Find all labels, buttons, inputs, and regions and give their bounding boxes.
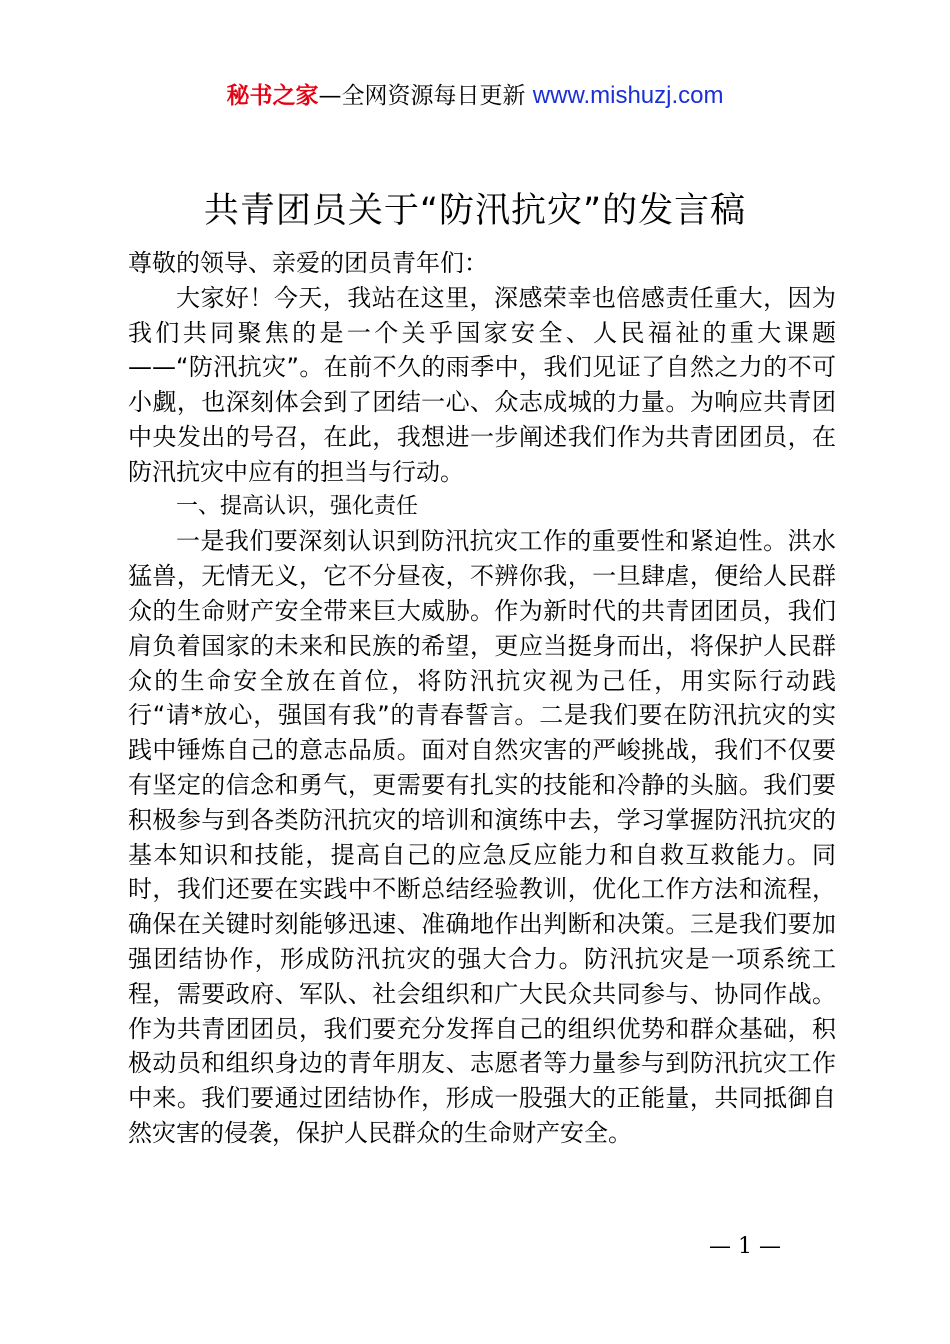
paragraph-intro: 大家好！今天，我站在这里，深感荣幸也倍感责任重大，因为我们共同聚焦的是一个关乎国家安全、人民福祉的重大课题——“防汛抗灾”。在前不久的雨季中，我们见证了自然之力的不可小觑，也深刻体会到了团结一心、众志成城的力量。为响应共青团中央发出的号召，在此，我想进一步阐述我们作为共青团团员，在防汛抗灾中应有的担当与行动。 [128,283,836,486]
document-body [128,246,836,1151]
document-title: 共青团员关于“防汛抗灾”的发言稿 [203,191,747,231]
paragraph-main: 一是我们要深刻认识到防汛抗灾工作的重要性和紧迫性。洪水猛兽，无情无义，它不分昼夜，不辨你我，一旦肆虐，便给人民群众的生命财产安全带来巨大威胁。作为新时代的共青团团员，我们肩负着国家的未来和民族的希望，更应当挺身而出，将保护人民群众的生命安全放在首位，将防汛抗灾视为己任，用实际行动践行“请*放心，强国有我”的青春誓言。二是我们要在防汛抗灾的实践中锤炼自己的意志品质。面对自然灾害的严峻挑战，我们不仅要有坚定的信念和勇气，更需要有扎实的技能和冷静的头脑。我们要积极参与到各类防汛抗灾的培训和演练中去，学习掌握防汛抗灾的基本知识和技能，提高自己的应急反应能力和自救互救能力。同时，我们还要在实践中不断总结经验教训，优化工作方法和流程，确保在关键时刻能够迅速、准确地作出判断和决策。三是我们要加强团结协作，形成防汛抗灾的强大合力。防汛抗灾是一项系统工程，需要政府、军队、社会组织和广大民众共同参与、协同作战。作为共青团团员，我们要充分发挥自己的组织优势和群众基础，积极动员和组织身边的青年朋友、志愿者等力量参与到防汛抗灾工作中来。我们要通过团结协作，形成一股强大的正能量，共同抵御自然灾害的侵袭，保护人民群众的生命财产安全。 [128,527,836,1147]
salutation: 尊敬的领导、亲爱的团员青年们： [128,249,488,277]
page-number: — 1 — [709,1234,781,1259]
site-url-link[interactable]: www.mishuzj.com [532,82,724,109]
site-brand: 秘书之家 [226,83,319,109]
site-header [0,80,950,112]
section-heading: 一、提高认识，强化责任 [176,493,419,519]
site-tagline: —全网资源每日更新 [318,83,526,109]
